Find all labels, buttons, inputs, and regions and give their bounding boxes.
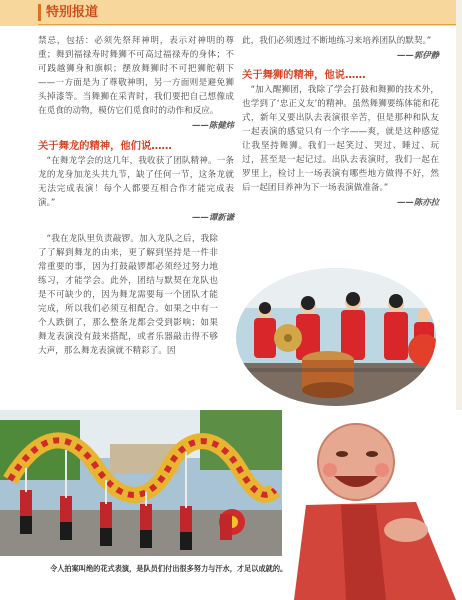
right-column-text [242, 34, 439, 209]
section-title: 特别报道 [46, 5, 99, 20]
photo-caption: 令人拍案叫绝的花式表演，是队员们付出很多努力与汗水，才足以成就的。 [50, 564, 288, 573]
heading-lion-spirit: 关于舞狮的精神，他说…… [242, 69, 366, 81]
author-signature: ——郭伊静 [397, 50, 439, 60]
paragraph-lion-team: “加入醒狮团，我除了学会打鼓和舞狮的技术外，也学到了‘忠正义友’的精神。虽然舞狮要练体能和花式，新年又要出队去表演很辛苦，但是那种和队友一起表演的感觉只有一个字——爽，就是这种感觉让我坚持舞狮。我们一起笑过、哭过、睡过、玩过，甚至是一起记过。出队去表演时，我们一起在罗里上，检讨上一场表演有哪些地方做得不好，然后一起团目养神为下一场表演做准备。” [242, 85, 439, 193]
mascot-illustration [286, 410, 462, 600]
laughing-buddha-mascot-photo [286, 410, 462, 600]
paragraph-lion-taboos: 禁忌，包括：必须先祭拜神明，表示对神明的尊重；舞到福禄寿时舞狮不可高过福禄寿的身体；不可践越狮身和旗帜；摆放舞狮时不可把狮舵朝下——一方面是为了尊敬神明，另一方面则是避免狮头掉漆等。当舞狮在采青时，我们要把自己想像成在觅食的动物，模仿它们觅食时的动作和反应。 [38, 36, 234, 116]
lion-dance-team-photo [236, 268, 436, 406]
paragraph-dragon-teamwork: “在舞龙学会的这几年，我收获了团队精神。一条龙的龙身加龙头共九节，缺了任何一节，这条龙就无法完成表演！每个人都要互相合作才能完成表演。” [38, 156, 234, 208]
left-column-text [38, 34, 234, 358]
section-header [0, 0, 462, 26]
author-signature: ——陈亦拉 [397, 197, 439, 207]
dragon-dance-illustration [0, 410, 282, 556]
header-accent-bar [38, 4, 41, 21]
header-rule [38, 24, 462, 25]
author-signature: ——谭新谦 [192, 212, 234, 222]
paragraph-dragon-gong: “我在龙队里负责敲锣。加入龙队之后，我除了了解到舞龙的由来，更了解到坚持是一件非常重要的事，因为打鼓敲锣都必须经过努力地练习，才能学会。此外，团结与默契在龙队也是不可缺少的，因为舞龙需要每一个团队才能完成，所以我们必须互相配合。如果之中有一个人跌倒了，那么整条龙都会受到影响；如果舞龙表演没有鼓来搭配，或者乐器敲击得不够大声，那么舞龙表演就不精彩了。因 [38, 234, 218, 356]
paragraph-practice: 此，我们必须透过不断地练习来培养团队的默契。” [242, 36, 432, 46]
lion-dance-team-illustration [236, 268, 436, 406]
dragon-dance-photo [0, 410, 282, 556]
heading-dragon-spirit: 关于舞龙的精神，他们说…… [38, 140, 172, 152]
author-signature: ——陈健炜 [192, 120, 234, 130]
